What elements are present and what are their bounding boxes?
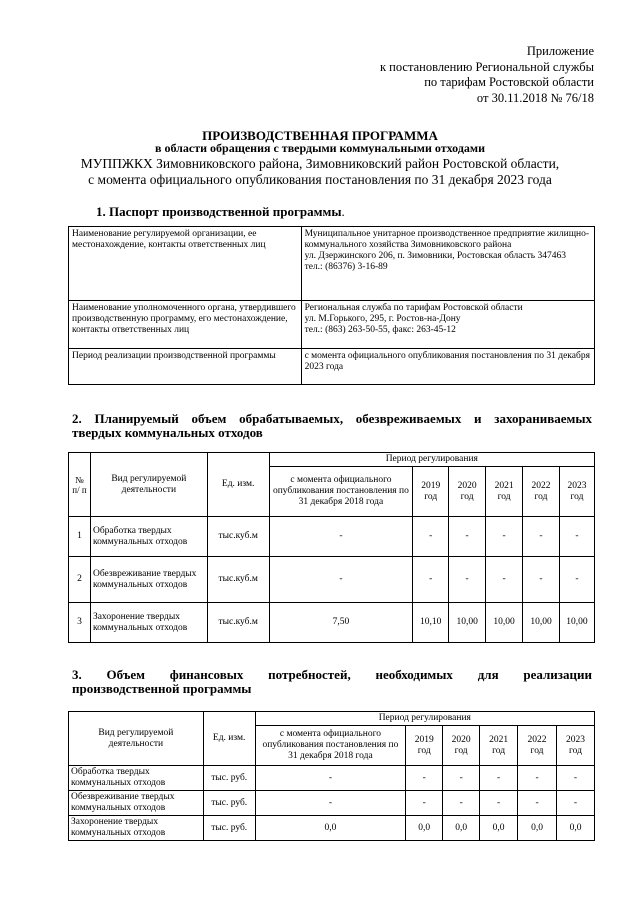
col-header-unit: Ед. изм.	[203, 712, 255, 766]
cell-value: -	[413, 517, 449, 557]
cell-value: -	[518, 791, 557, 816]
finance-table	[68, 711, 595, 841]
program-title: ПРОИЗВОДСТВЕННАЯ ПРОГРАММА	[202, 128, 438, 143]
cell-value: -	[269, 557, 413, 603]
cell-unit: тыс.куб.м	[207, 557, 269, 603]
passport-value-line: ул. М.Горького, 295, г. Ростов-на-Дону	[304, 314, 461, 324]
cell-activity: Захоронение твердых коммунальных отходов	[90, 603, 207, 643]
table-row	[69, 301, 595, 349]
cell-activity: Обезвреживание твердых коммунальных отходов	[69, 791, 204, 816]
cell-num: 1	[69, 517, 91, 557]
cell-value: -	[255, 791, 406, 816]
table-row	[69, 603, 595, 643]
passport-label: Наименование уполномоченного органа, утвердившего производственную программу, его местонахождение, контакты ответственных лиц	[69, 301, 302, 349]
section-3-title-line: производственной программы	[72, 681, 252, 696]
passport-value-line: тел.: (86376) 3-16-89	[304, 262, 388, 272]
cell-value: 10,10	[413, 603, 449, 643]
appendix-note	[380, 44, 594, 106]
cell-value: -	[557, 766, 595, 791]
section-2-title-line: 2. Планируемый объем обрабатываемых, обезвреживаемых и захораниваемых	[72, 411, 592, 426]
table-row	[69, 349, 595, 385]
cell-value: 0,0	[443, 816, 480, 841]
table-row	[69, 766, 595, 791]
cell-value: 10,00	[449, 603, 486, 643]
volume-table	[68, 452, 595, 643]
cell-value: -	[486, 557, 523, 603]
section-1-title	[96, 205, 616, 219]
cell-unit: тыс. руб.	[203, 766, 255, 791]
cell-activity: Обработка твердых коммунальных отходов	[90, 517, 207, 557]
col-header-year: 2022 год	[523, 467, 560, 517]
col-header-year: 2020 год	[443, 726, 480, 766]
cell-value: 10,00	[486, 603, 523, 643]
col-header-year: 2021 год	[480, 726, 518, 766]
cell-unit: тыс. руб.	[203, 791, 255, 816]
cell-value: -	[443, 791, 480, 816]
table-header-row	[69, 712, 595, 726]
cell-value: -	[255, 766, 406, 791]
cell-value: -	[449, 557, 486, 603]
cell-value: 10,00	[559, 603, 594, 643]
cell-value: -	[413, 557, 449, 603]
cell-value: 10,00	[523, 603, 560, 643]
cell-activity: Обезвреживание твердых коммунальных отходов	[90, 557, 207, 603]
cell-value: 0,0	[480, 816, 518, 841]
col-header-year: 2022 год	[518, 726, 557, 766]
organization-line: МУППЖКХ Зимовниковского района, Зимовниковский район Ростовской области,	[80, 156, 560, 171]
table-header-row	[69, 453, 595, 467]
cell-value: 7,50	[269, 603, 413, 643]
cell-unit: тыс.куб.м	[207, 603, 269, 643]
cell-value: -	[523, 517, 560, 557]
table-row	[69, 227, 595, 301]
cell-value: -	[406, 791, 443, 816]
cell-value: -	[480, 766, 518, 791]
col-header-activity: Вид регулируемой деятельности	[90, 453, 207, 517]
table-row	[69, 517, 595, 557]
col-header-first-period: с момента официального опубликования постановления по 31 декабря 2018 года	[269, 467, 413, 517]
cell-value: 0,0	[255, 816, 406, 841]
col-header-year: 2021 год	[486, 467, 523, 517]
col-header-first-period: с момента официального опубликования постановления по 31 декабря 2018 года	[255, 726, 406, 766]
passport-label: Период реализации производственной программы	[69, 349, 302, 385]
cell-unit: тыс. руб.	[203, 816, 255, 841]
col-header-period: Период регулирования	[269, 453, 594, 467]
table-row	[69, 557, 595, 603]
col-header-year: 2019 год	[413, 467, 449, 517]
table-row	[69, 816, 595, 841]
cell-value: 0,0	[406, 816, 443, 841]
appendix-line: Приложение	[526, 44, 594, 58]
col-header-year: 2020 год	[449, 467, 486, 517]
passport-value: с момента официального опубликования постановления по 31 декабря 2023 года	[301, 349, 594, 385]
section-2-title	[72, 412, 592, 440]
cell-value: -	[269, 517, 413, 557]
cell-value: 0,0	[518, 816, 557, 841]
cell-value: -	[559, 557, 594, 603]
col-header-period: Период регулирования	[255, 712, 594, 726]
cell-value: -	[449, 517, 486, 557]
appendix-line: от 30.11.2018 № 76/18	[476, 90, 594, 105]
section-1-text: 1. Паспорт производственной программы	[96, 204, 342, 219]
passport-value	[301, 301, 594, 349]
col-header-year: 2023 год	[557, 726, 595, 766]
col-header-unit: Ед. изм.	[207, 453, 269, 517]
col-header-activity: Вид регулируемой деятельности	[69, 712, 204, 766]
passport-label: Наименование регулируемой организации, ее местонахождение, контакты ответственных лиц	[69, 227, 302, 301]
section-1-dot: .	[341, 204, 345, 219]
section-2-title-line: твердых коммунальных отходов	[72, 425, 263, 440]
appendix-line: по тарифам Ростовской области	[424, 75, 594, 89]
passport-value-line: ул. Дзержинского 206, п. Зимовники, Ростовская область 347463	[304, 251, 566, 261]
cell-value: -	[518, 766, 557, 791]
col-header-year: 2023 год	[559, 467, 594, 517]
section-3-title-line: 3. Объем финансовых потребностей, необходимых для реализации	[72, 667, 592, 682]
cell-value: -	[486, 517, 523, 557]
cell-value: -	[480, 791, 518, 816]
appendix-line: к постановлению Региональной службы	[379, 59, 594, 74]
passport-value-line: тел.: (863) 263-50-55, факс: 263-45-12	[304, 325, 456, 335]
cell-value: 0,0	[557, 816, 595, 841]
cell-value: -	[406, 766, 443, 791]
cell-unit: тыс.куб.м	[207, 517, 269, 557]
cell-value: -	[557, 791, 595, 816]
col-header-num: № п/ п	[69, 453, 91, 517]
section-3-title	[72, 668, 592, 696]
col-header-year: 2019 год	[406, 726, 443, 766]
period-line: с момента официального опубликования постановления по 31 декабря 2023 года	[88, 172, 552, 187]
program-subtitle: в области обращения с твердыми коммунальными отходами	[154, 141, 485, 155]
table-row	[69, 791, 595, 816]
passport-value-line: Региональная служба по тарифам Ростовской области	[304, 303, 523, 313]
cell-value: -	[559, 517, 594, 557]
cell-num: 3	[69, 603, 91, 643]
passport-value-line: Муниципальное унитарное производственное предприятие жилищно-коммунального хозяйства Зимовниковского района	[304, 229, 590, 250]
passport-value	[301, 227, 594, 301]
cell-value: -	[443, 766, 480, 791]
cell-activity: Захоронение твердых коммунальных отходов	[69, 816, 204, 841]
passport-table	[68, 226, 595, 385]
cell-num: 2	[69, 557, 91, 603]
cell-value: -	[523, 557, 560, 603]
cell-activity: Обработка твердых коммунальных отходов	[69, 766, 204, 791]
